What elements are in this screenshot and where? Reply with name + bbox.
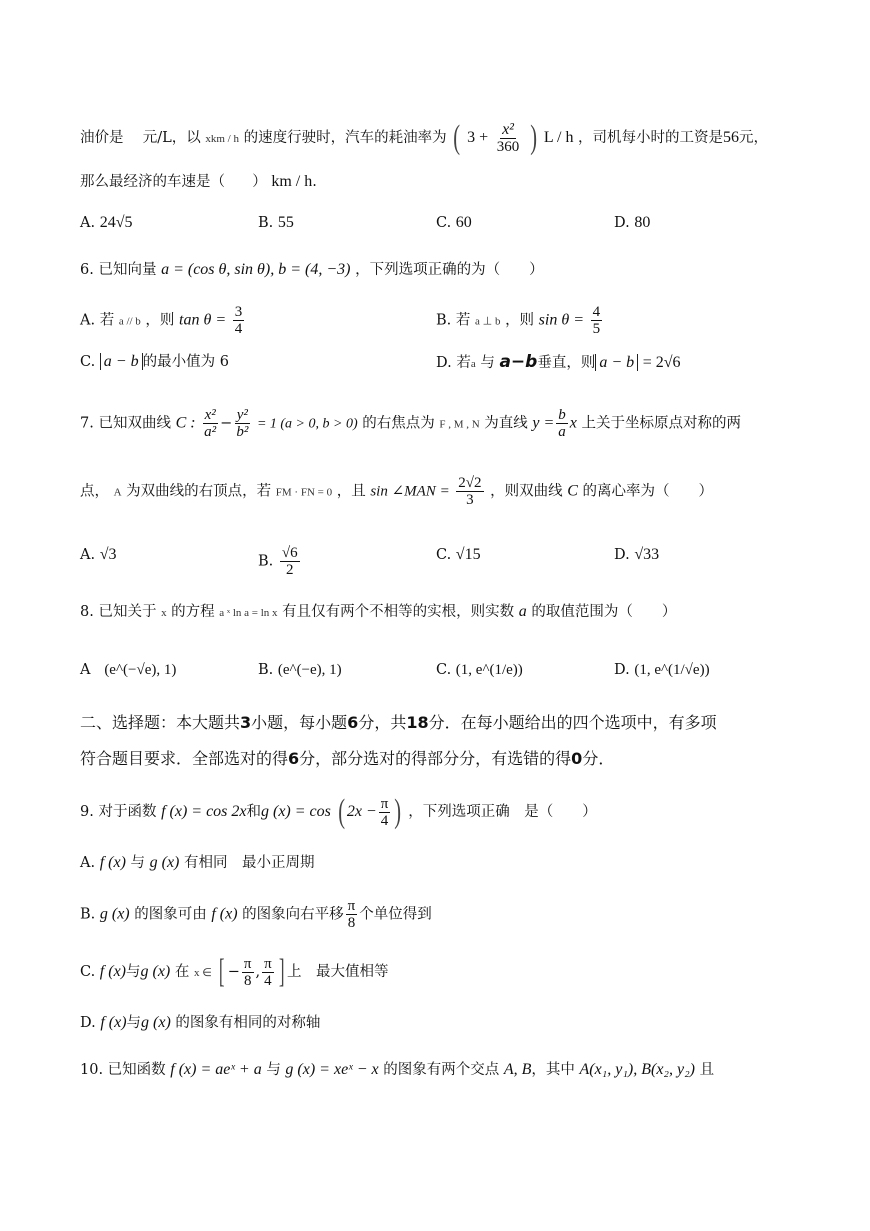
option-f: f (x) <box>99 963 126 980</box>
option-value: 80 <box>634 214 651 231</box>
q8-equation: a ˣ ln a = ln x <box>219 607 278 619</box>
option-label: B. 若 <box>436 312 471 329</box>
y-frac <box>234 407 250 440</box>
option-expr: sin θ = <box>538 311 584 329</box>
option-value: (e^(−√e), 1) <box>104 662 177 678</box>
q7-option-a[interactable] <box>80 545 116 565</box>
q10-stem <box>80 1060 714 1080</box>
q9-g: g (x) = cos <box>261 803 331 820</box>
option-text: 垂直，则 <box>537 355 596 371</box>
frac-num: π <box>264 955 272 972</box>
frac-num: y² <box>236 407 248 423</box>
q9-text: 9. 对于函数 <box>80 804 157 820</box>
q8-stem <box>80 602 676 623</box>
q7-dot: FM · FN = 0 <box>275 486 333 499</box>
frac-den: 5 <box>592 321 601 337</box>
option-text: 的图象有相同的对称轴 <box>175 1015 321 1031</box>
q5-text: . <box>312 174 317 190</box>
q7-text: ，则双曲线 <box>490 483 563 500</box>
option-f: f (x) <box>99 854 126 871</box>
q7-text: 为双曲线的右顶点，若 <box>126 483 272 500</box>
option-label: A. <box>80 215 96 231</box>
q5-line-2 <box>80 172 317 192</box>
q6-stem <box>80 260 544 280</box>
section-num: 18 <box>406 713 429 732</box>
rate-fraction <box>495 122 522 155</box>
q7-option-c[interactable] <box>436 545 481 565</box>
q9-option-d[interactable] <box>80 1013 320 1033</box>
q7-point-a: A <box>113 486 122 499</box>
q5-line-1 <box>80 121 768 155</box>
q6-vectors: a = (cos θ, sin θ), b = (4, −3) <box>161 261 351 278</box>
q8-text: 的方程 <box>171 604 215 620</box>
option-cond: a // b <box>118 315 141 328</box>
q8-text: 8. 已知关于 <box>80 604 157 620</box>
section-text: 符合题目要求．全部选对的得 <box>80 749 289 768</box>
rate-den: 360 <box>496 138 520 155</box>
option-fraction <box>591 304 603 337</box>
q6-text: ，下列选项正确的为（ ） <box>355 262 544 278</box>
frac-den: 2 <box>285 562 294 578</box>
frac-den: 8 <box>243 972 252 989</box>
frac-num: 3 <box>234 304 243 320</box>
option-label: C. <box>436 547 452 563</box>
q6-option-c[interactable] <box>80 352 229 372</box>
section-num: 6 <box>347 713 359 732</box>
frac-num: x² <box>204 407 216 423</box>
option-text: ，则 <box>145 312 175 329</box>
q8-option-d[interactable] <box>614 660 710 680</box>
q5-text: 元， <box>739 130 769 146</box>
option-text: 与 <box>126 964 141 980</box>
q8-option-c[interactable] <box>436 660 523 680</box>
q10-f: f (x) = aeˣ + a <box>170 1061 262 1078</box>
frac-num: 2√2 <box>458 475 482 491</box>
left-paren: ( <box>337 793 345 830</box>
option-f: f (x) <box>211 905 238 923</box>
q8-text: 有且仅有两个不相等的实根，则实数 <box>282 604 515 620</box>
option-label: D. <box>614 547 630 563</box>
q10-coords: A(x₁, y₁), B(x₂, y₂) <box>579 1061 695 1078</box>
q5-text: ，司机每小时的工资是 <box>578 130 724 146</box>
q5-text: 元/L，以 <box>142 130 201 146</box>
wage: 56 <box>723 129 740 146</box>
right-bracket: ] <box>278 953 285 990</box>
q5-option-d[interactable] <box>614 213 650 233</box>
option-text: 个单位得到 <box>359 906 432 923</box>
rate-unit: L / h <box>543 129 574 146</box>
q8-a: a <box>518 603 527 620</box>
q7-text: 的右焦点为 <box>362 415 435 432</box>
frac-den: 4 <box>264 972 272 989</box>
option-label: D. <box>614 662 630 678</box>
q9-g-inner: 2x − <box>346 803 377 820</box>
q10-text: 10. 已知函数 <box>80 1062 166 1078</box>
q7-curve: C : <box>175 414 196 432</box>
option-value: (1, e^(1/√e)) <box>634 662 710 678</box>
option-text: 与 <box>480 355 495 371</box>
frac-den: a <box>558 424 566 440</box>
line-frac <box>556 407 568 440</box>
sin-frac <box>456 475 483 508</box>
section-2-line-2 <box>80 746 614 769</box>
option-expr: a − b <box>100 353 143 370</box>
option-value: 60 <box>455 214 472 231</box>
section-text: 分，部分选对的得部分分，有选错的得 <box>299 749 572 768</box>
option-text: 与 <box>126 1015 142 1031</box>
frac-den: 3 <box>466 492 474 508</box>
q7-text: 为直线 <box>484 415 528 432</box>
option-label: D. <box>80 1015 96 1031</box>
q10-text: ，其中 <box>531 1062 575 1078</box>
g-frac <box>379 796 391 829</box>
q10-g: g (x) = xeˣ − x <box>285 1061 379 1078</box>
q7-text: 上关于坐标原点对称的两 <box>581 415 742 432</box>
option-value: (1, e^(1/e)) <box>455 662 523 678</box>
q5-option-c[interactable] <box>436 213 472 233</box>
frac-den: 8 <box>347 915 356 931</box>
q9-option-c[interactable]: C. f (x)与g (x) 在 x ∈ [ − $\frac{\pi}{8}$ , $\frac{\pi}{4}$ ] 上 最大值相等 <box>80 953 389 990</box>
q9-option-b[interactable] <box>80 898 432 931</box>
option-label: D. 若 <box>436 355 471 371</box>
q7-text: 的离心率为（ ） <box>582 483 714 500</box>
q9-stem <box>80 795 597 829</box>
option-label: A. 若 <box>80 312 115 329</box>
option-text: 与 <box>130 855 146 871</box>
option-g: g (x) <box>140 963 171 980</box>
q5-unit: km / h <box>271 173 313 190</box>
option-x: x ∈ <box>193 967 212 979</box>
option-fraction <box>242 956 254 989</box>
option-label: C. <box>80 964 96 980</box>
q7-stem-2 <box>80 475 713 508</box>
frac-num: 4 <box>592 304 601 320</box>
rate-int: 3 + <box>467 129 489 146</box>
option-label: C. <box>80 354 96 370</box>
option-expr: tan θ = <box>179 311 227 329</box>
q7-text: ，且 <box>336 483 366 500</box>
frac-den: a² <box>204 424 217 440</box>
option-label: B. <box>258 662 274 678</box>
right-paren: ) <box>394 793 402 830</box>
option-label: B. <box>258 215 274 231</box>
q5-text: ） <box>252 174 267 190</box>
left-paren: ( <box>453 119 461 156</box>
q5-option-b[interactable] <box>258 213 294 233</box>
option-value: √15 <box>455 546 481 563</box>
q5-text: 那么最经济的车速是（ <box>80 174 225 190</box>
option-g: g (x) <box>149 854 180 871</box>
option-f: f (x) <box>100 1014 127 1031</box>
frac-den: 4 <box>380 812 389 829</box>
left-bracket: [ <box>219 953 225 990</box>
q5-text: 的速度行驶时，汽车的耗油率为 <box>243 130 447 146</box>
frac-num: b <box>558 407 566 423</box>
option-value: (e^(−e), 1) <box>277 662 342 678</box>
q7-option-d[interactable] <box>614 545 659 565</box>
q5-text: 油价是 <box>80 130 124 146</box>
option-label: D. <box>614 215 630 231</box>
option-text: 的最小值为 6 <box>142 354 229 370</box>
option-value: √33 <box>634 546 660 563</box>
option-label: A. <box>80 855 96 871</box>
q9-f: f (x) = cos 2x <box>161 803 247 820</box>
q9-text: 和 <box>246 804 261 820</box>
section-num: 6 <box>288 749 300 768</box>
q7-text: 7. 已知双曲线 <box>80 415 171 432</box>
q8-text: 的取值范围为（ ） <box>531 604 677 620</box>
q8-option-b[interactable] <box>258 660 342 680</box>
q7-line: y = <box>532 414 555 432</box>
q10-points: A, B <box>503 1061 532 1078</box>
q9-text: ，下列选项正确 是（ ） <box>408 804 597 820</box>
option-value: 55 <box>277 214 294 231</box>
q10-text: 且 <box>699 1062 715 1078</box>
q7-sin: sin ∠MAN = <box>370 483 450 500</box>
q6-text: 6. 已知向量 <box>80 262 157 278</box>
q7-option-b[interactable] <box>258 545 302 578</box>
q6-option-a[interactable] <box>80 304 246 337</box>
option-cond: a ⊥ b <box>474 315 501 328</box>
frac-den: 4 <box>234 321 243 337</box>
frac-num: π <box>347 898 356 914</box>
option-text: 的图象向右平移 <box>242 906 344 923</box>
option-text: 有相同 最小正周期 <box>184 855 315 871</box>
frac-num: √6 <box>281 545 298 561</box>
option-expr: a − b <box>595 354 638 371</box>
option-g: g (x) <box>141 1014 171 1031</box>
option-value: √3 <box>99 546 117 563</box>
section-text: 分． <box>582 749 615 768</box>
section-num: 3 <box>240 713 252 732</box>
right-paren: ) <box>530 119 537 156</box>
option-text: 的图象可由 <box>134 906 207 923</box>
option-text: 在 <box>174 964 190 980</box>
section-text: 分，共 <box>358 713 407 732</box>
option-fraction <box>262 956 274 989</box>
q6-option-b[interactable] <box>436 304 604 337</box>
section-text: 分．在每小题给出的四个选项中，有多项 <box>428 713 717 732</box>
q7-cond: = 1 (a > 0, b > 0) <box>256 416 358 432</box>
section-text: 小题，每小题 <box>251 713 348 732</box>
frac-num: π <box>243 955 252 972</box>
q5-speed: xkm / h <box>205 133 239 145</box>
q9-option-a[interactable] <box>80 853 315 873</box>
q7-curve-c: C <box>567 482 578 500</box>
option-label: C. <box>436 215 452 231</box>
frac-den: b² <box>236 424 249 440</box>
rate-num: x² <box>502 120 514 138</box>
option-label: C. <box>436 662 452 678</box>
q6-option-d[interactable] <box>436 352 681 374</box>
section-2-line-1 <box>80 710 717 733</box>
option-vec: a <box>470 358 476 370</box>
q8-option-a[interactable] <box>80 660 176 680</box>
option-fraction <box>346 898 358 931</box>
option-fraction <box>233 304 245 337</box>
option-label: A. <box>80 547 96 563</box>
section-num: 0 <box>571 749 583 768</box>
q7-points: F , M , N <box>439 418 480 431</box>
option-g: g (x) <box>99 905 130 923</box>
q8-x: x <box>161 607 167 619</box>
option-fraction <box>280 545 300 578</box>
section-text: 二、选择题：本大题共 <box>80 713 241 732</box>
option-label: B. <box>80 906 96 923</box>
q7-stem-1: 7. 已知双曲线 C : $\frac{\text{x²}}{\text{a²}}$ − $\frac{\text{y²}}{\text{b²}}$ = 1 (a > 0, b > 0) 的右焦点为 F , M , N 为直线 y = $\frac{b}{a}$ x 上关于坐标原点对称的两 <box>80 407 742 440</box>
option-text: 上 最大值相等 <box>287 964 389 980</box>
q7-text: 点， <box>80 483 109 500</box>
option-text: ，则 <box>505 312 535 329</box>
option-value: 24√5 <box>99 214 133 231</box>
x-frac <box>202 407 218 440</box>
option-vec: a−b <box>499 352 538 372</box>
q10-text: 的图象有两个交点 <box>383 1062 500 1078</box>
q5-option-a[interactable] <box>80 213 132 233</box>
option-label: A <box>80 662 91 678</box>
q10-text: 与 <box>266 1062 281 1078</box>
q7-line-x: x <box>569 414 577 432</box>
option-label: B. <box>258 553 274 570</box>
frac-num: π <box>380 795 389 812</box>
option-result: = 2√6 <box>642 354 681 371</box>
